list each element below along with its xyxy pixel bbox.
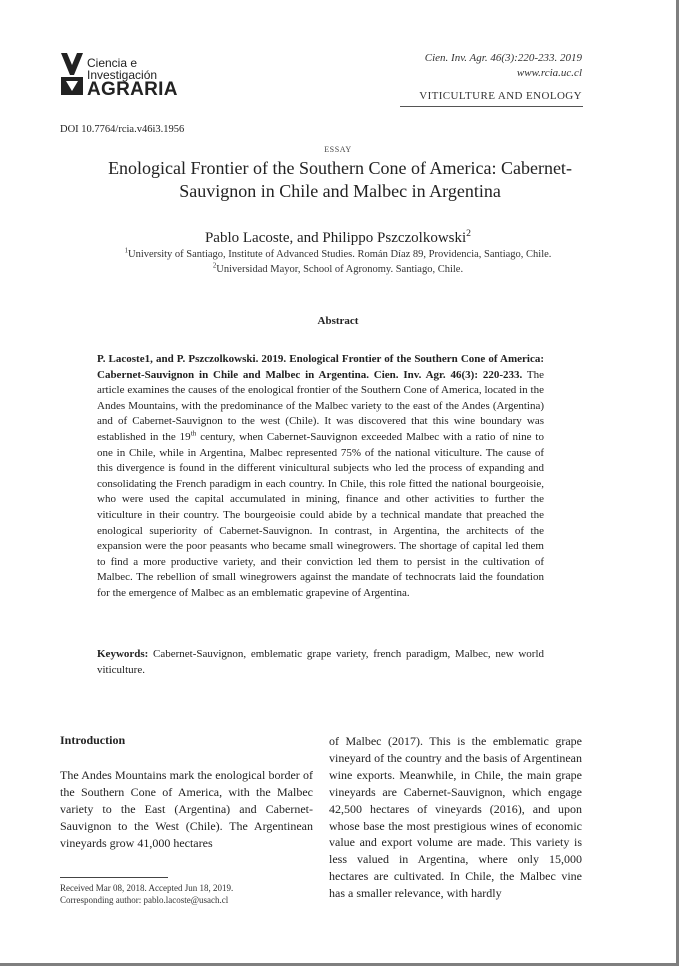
logo-text-line2: Investigación (87, 68, 158, 82)
title-line-1: Enological Frontier of the Southern Cone of America: Cabernet- (108, 158, 572, 178)
footnote-received: Received Mar 08, 2018. Accepted Jun 18, 2019. (60, 883, 234, 893)
keywords-label: Keywords: (97, 648, 149, 660)
affiliation-1 (0, 249, 676, 260)
journal-citation: Cien. Inv. Agr. 46(3):220-233. 2019 (424, 52, 582, 64)
footnote-divider (60, 877, 168, 878)
journal-website[interactable]: www.rcia.uc.cl (516, 67, 582, 79)
abstract-text-part1: The article examines the causes of the enological frontier of the Southern Cone of America, located in the Andes Mountains, with the predominance of the Malbec variety to the east of the Andes (Argentina) and of Cabernet-Sauvignon to the west (Chile). It was discovered that this wine boundary was established in the 19 (97, 368, 545, 443)
section-label: VITICULTURE AND ENOLOGY (419, 90, 582, 102)
introduction-right-column: of Malbec (2017). This is the emblematic grape vineyard of the country and the basis of Argentinean wine exports. Meanwhile, in Chile, the main grape vineyards are Cabernet-Sauvignon, which engage 42,500 hectares of vineyards (2016), and upon whose base the most prestigious wines of economic value and export volume are made. This variety is less valued in Argentina, where only 15,000 hectares are cultivated. In Chile, the Malbec vine has a smaller relevance, with hardly (329, 734, 582, 901)
affiliation-1-sup: 1 (124, 247, 128, 255)
abstract-heading: Abstract (317, 315, 359, 327)
authors (0, 230, 676, 247)
author-sup: 2 (466, 228, 472, 239)
article-title (80, 157, 600, 203)
journal-logo (60, 49, 200, 101)
article-type: ESSAY (324, 145, 352, 154)
affiliation-2-sup: 2 (212, 262, 217, 270)
logo-text-line1: Ciencia e (87, 56, 138, 70)
header-divider (400, 106, 583, 107)
abstract-body (97, 352, 544, 602)
affiliation-1-text: University of Santiago, Institute of Advanced Studies. Román Díaz 89, Providencia, Santiago, Chile. (127, 249, 552, 260)
title-line-2: Sauvignon in Chile and Malbec in Argentina (179, 181, 501, 201)
abstract-text-part2: century, when Cabernet-Sauvignon exceeded Malbec with a ratio of nine to one in Chile, while in Argentina, Malbec represented 75% of the national viticulture. The cause of this divergence is found in the different vinicultural subjects who led the process of expanding and consolidating the French paradigm in each country. In Chile, this role fitted the national bourgeoisie, who were used the capital accumulated in mining, finance and other activities to further the viticulture in their country. The bourgeoisie could abide by a technical mandate that preached the enological superiority of Cabernet-Sauvignon. In contrast, in Argentina, the architects of the expansion were the poor peasants who became small winegrowers. The shortage of capital led them to find a more productive variety, and their conviction led them to persist in the cultivation of Malbec. The rebellion of small winegrowers against the mandate of technocrats laid the foundation for the emergence of Malbec as an emblematic grapevine of Argentina. (97, 430, 544, 599)
author-names: Pablo Lacoste, and Philippo Pszczolkowski (204, 230, 467, 246)
grapevine-logo-icon (60, 51, 84, 97)
logo-text-line3: AGRARIA (87, 79, 178, 100)
introduction-left-column: The Andes Mountains mark the enological border of the Southern Cone of America, with the Malbec variety to the East (Argentina) and Cabernet-Sauvignon to the West (Chile). The Argentinean vineyards grow 41,000 hectares (60, 768, 313, 850)
footnote-corresponding[interactable]: Corresponding author: pablo.lacoste@usach.cl (60, 895, 229, 905)
keywords (97, 647, 544, 678)
affiliation-2 (0, 264, 676, 275)
introduction-heading: Introduction (60, 733, 126, 747)
keywords-text: Cabernet-Sauvignon, emblematic grape variety, french paradigm, Malbec, new world viticulture. (97, 648, 544, 676)
abstract-sup: th (190, 429, 197, 438)
affiliation-2-text: Universidad Mayor, School of Agronomy. Santiago, Chile. (216, 264, 464, 275)
doi[interactable]: DOI 10.7764/rcia.v46i3.1956 (60, 124, 185, 135)
abstract-citation: P. Lacoste1, and P. Pszczolkowski. 2019. Enological Frontier of the Southern Cone of America: Cabernet-Sauvignon in Chile and Malbec in Argentina. Cien. Inv. Agr. 46(3): 220-233. (97, 353, 544, 381)
